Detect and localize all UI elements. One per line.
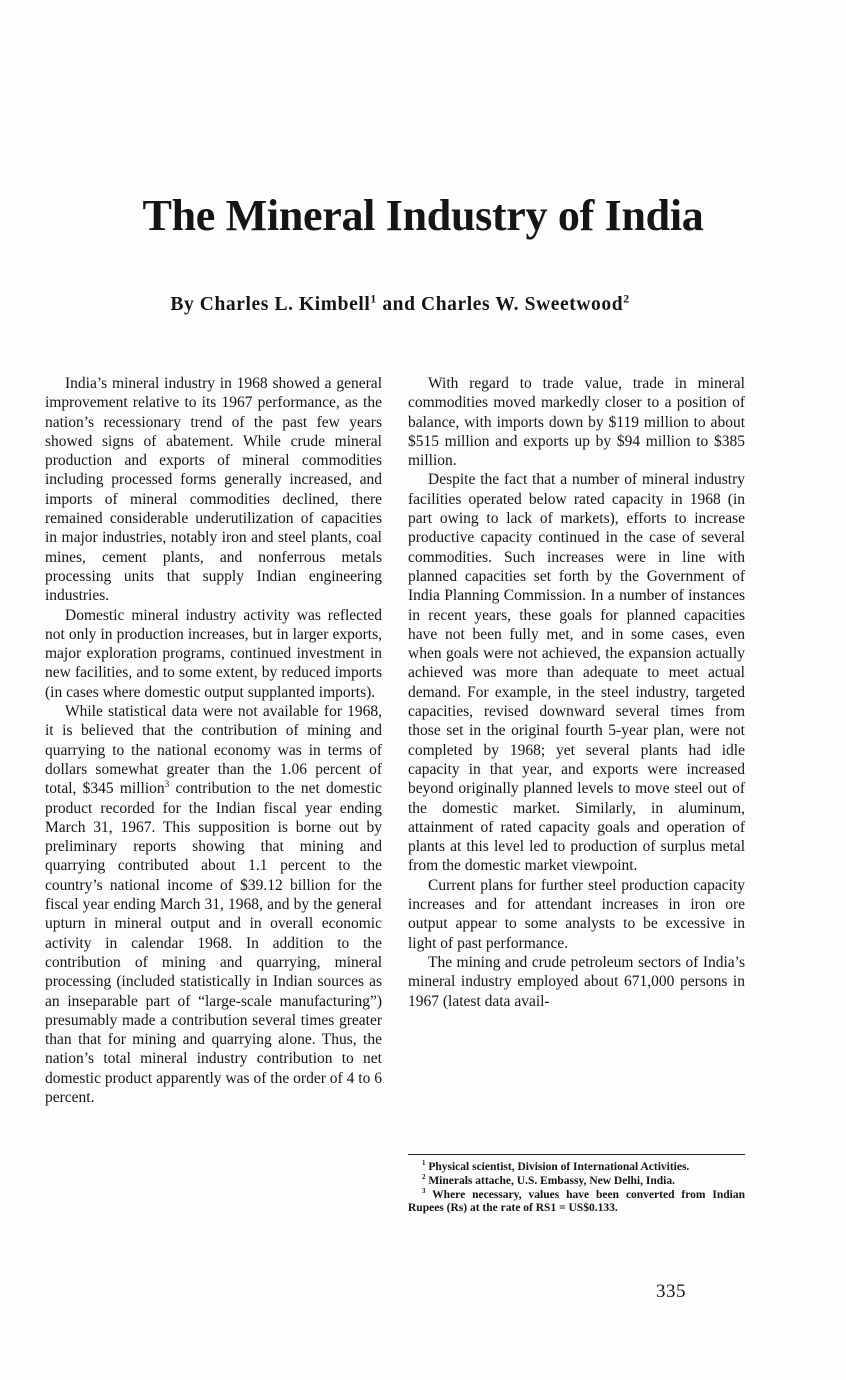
footnote-2 (408, 1175, 745, 1187)
byline (0, 294, 800, 316)
page-number: 335 (656, 1281, 686, 1302)
footnotes (408, 1154, 745, 1216)
footnote-1 (408, 1161, 745, 1173)
left-column (45, 374, 382, 1107)
author-2: Charles W. Sweetwood (421, 294, 624, 315)
footnote-text: Where necessary, values have been converted from Indian Rupees (Rs) at the rate of RS1 = US$0.133. (408, 1189, 745, 1214)
article-title: The Mineral Industry of India (142, 191, 704, 240)
footnote-mark: 2 (422, 1174, 426, 1182)
paragraph-text: contribution to the net domestic product recorded for the Indian fiscal year ending March 31, 1967. This supposition is borne out by preliminary reports showing that mining and quarrying contributed about 1.1 percent to the country’s national income of $39.12 billion for the fiscal year ending March 31, 1968, and by the general upturn in mineral output and in overall economic activity in calendar 1968. In addition to the contribution of mining and quarrying, mineral processing (included statistically in Indian sources as an inseparable part of “large-scale manufacturing”) presumably made a contribution several times greater than that for mining and quarrying alone. Thus, the nation’s total mineral industry contribution to net domestic product apparently was of the order of 4 to 6 percent. (45, 780, 383, 1106)
footnote-ref-1: 1 (370, 292, 377, 306)
paragraph: India’s mineral industry in 1968 showed a general improvement relative to its 1967 performance, as the nation’s recessionary trend of the past few years showed signs of abatement. While crude mineral production and exports of mineral commodities including processed forms generally increased, and imports of mineral commodities declined, there remained considerable underutilization of capacities in major industries, notably iron and steel plants, coal mines, cement plants, and nonferrous metals processing units that supply Indian engineering industries. (45, 375, 382, 605)
footnote-text: Physical scientist, Division of International Activities. (425, 1161, 690, 1173)
paragraph: Despite the fact that a number of mineral industry facilities operated below rated capacity in 1968 (in part owing to lack of markets), efforts to increase productive capacity continued in the case of several commodities. Such increases were in line with planned capacities set forth by the Government of India Planning Commission. In a number of instances in recent years, these goals for planned capacities have not been fully met, and in some cases, even when goals were not achieved, the expansion actually achieved was more than adequate to meet actual demand. For example, in the steel industry, targeted capacities, revised downward several times from those set in the original fourth 5-year plan, were not completed by 1968; yet several plants had idle capacity in that year, and exports were increased beyond originally planned levels to move steel out of the domestic market. Similarly, in aluminum, attainment of rated capacity goals and operation of plants at this level led to production of surplus metal from the domestic market viewpoint. (408, 471, 745, 875)
author-1: Charles L. Kimbell (199, 294, 371, 315)
footnote-mark: 1 (422, 1160, 426, 1168)
paragraph (45, 702, 382, 1107)
footnote-ref-2: 2 (623, 292, 630, 306)
footnote-text: Minerals attache, U.S. Embassy, New Delhi, India. (425, 1175, 675, 1188)
footnote-mark: 3 (422, 1188, 426, 1196)
right-column (408, 374, 745, 1011)
paragraph: Domestic mineral industry activity was reflected not only in production increases, but in larger exports, major exploration programs, continued investment in new facilities, and to some extent, by reduced imports (in cases where domestic output supplanted imports). (45, 606, 382, 701)
footnote-ref-3: 3 (164, 780, 170, 791)
byline-prefix: By (170, 294, 200, 315)
paragraph-text: While statistical data were not available for 1968, it is believed that the contribution of mining and quarrying to the national economy was in terms of dollars somewhat greater than the 1.06 percent of total, $345 million (45, 703, 382, 798)
footnote-3 (408, 1189, 745, 1213)
paragraph: Current plans for further steel production capacity increases and for attendant increases in iron ore output appear to some analysts to be excessive in light of past performance. (408, 876, 745, 952)
paragraph: With regard to trade value, trade in mineral commodities moved markedly closer to a position of balance, with imports down by $119 million to about $515 million and exports up by $94 million to $385 million. (408, 375, 745, 470)
paragraph: The mining and crude petroleum sectors of India’s mineral industry employed about 671,000 persons in 1967 (latest data avail- (408, 953, 745, 1010)
byline-conjunction: and (376, 294, 422, 315)
